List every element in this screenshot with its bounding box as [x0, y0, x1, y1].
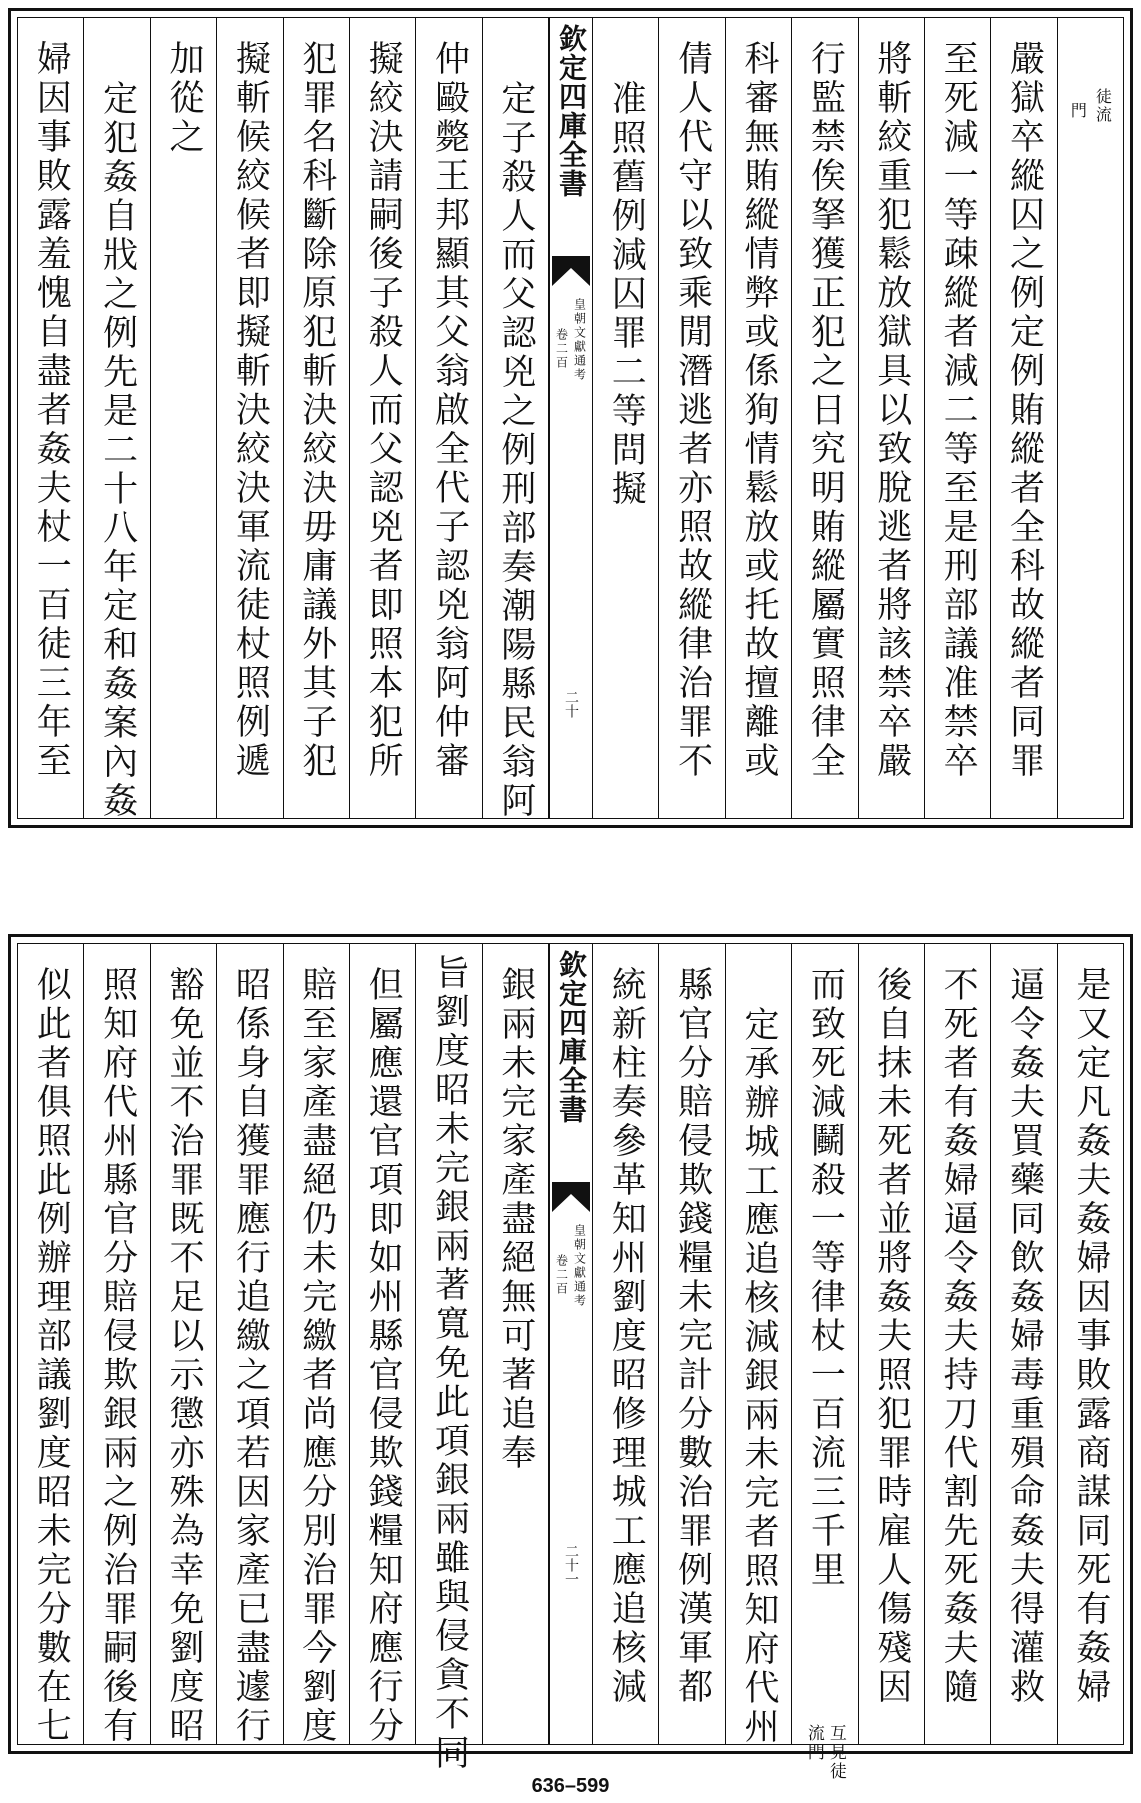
column-text: 賠至家產盡絕仍未完繳者尚應分別治罪今劉度: [296, 966, 337, 1746]
column-text: 縣官分賠侵欺錢糧未完計分數治罪例漢軍都: [672, 966, 713, 1707]
right-header-line-1: 徒流: [1093, 88, 1113, 124]
top-page-frame: [17, 17, 1124, 819]
column-text: 統新柱奏參革知州劉度昭修理城工應追核減: [606, 966, 647, 1707]
top-page: [8, 8, 1133, 828]
column-text: 加從之: [163, 40, 204, 157]
column-text: 定子殺人而父認兇之例刑部奏潮陽縣民翁阿: [495, 80, 536, 821]
text-column: [859, 18, 925, 818]
column-text: 定犯姦自戕之例先是二十八年定和姦案內姦: [97, 80, 138, 821]
text-column: [991, 944, 1057, 1744]
top-columns: [18, 18, 1123, 821]
sub-info: [554, 1224, 589, 1308]
text-column: [483, 944, 549, 1744]
column-text: 准照舊例減囚罪二等問擬: [606, 80, 647, 509]
bottom-page: [8, 934, 1133, 1781]
text-column: [84, 18, 150, 821]
text-column: [84, 944, 150, 1744]
text-column: [925, 944, 991, 1744]
text-column: [284, 944, 350, 1744]
text-column: [483, 18, 549, 821]
column-text: 旨劉度昭未完銀兩著寬免此項銀兩雖與侵貪不同: [429, 954, 470, 1773]
text-column: [792, 944, 858, 1781]
column-text: 至死減一等疎縱者減二等至是刑部議准禁卒: [938, 40, 979, 781]
column-text: 後自抹未死者並將姦夫照犯罪時雇人傷殘因: [871, 966, 912, 1707]
text-column: [726, 18, 792, 818]
bottom-columns: [18, 944, 1123, 1781]
column-text: 是又定凡姦夫姦婦因事敗露商謀同死有姦婦: [1070, 966, 1111, 1707]
fish-tail-mark-icon: [552, 1182, 590, 1212]
text-column: [659, 944, 725, 1744]
column-text: 仲毆斃王邦顯其父翁啟全代子認兇翁阿仲審: [429, 40, 470, 781]
text-column: [726, 944, 792, 1747]
folio-number: 二十一: [563, 1544, 579, 1586]
column-text: 逼令姦夫買藥同飲姦婦毒重殞命姦夫得灌救: [1004, 966, 1045, 1707]
text-column: [18, 944, 84, 1744]
text-column: [792, 18, 858, 818]
column-text: 昭係身自獲罪應行追繳之項若因家產已盡遽行: [230, 966, 271, 1746]
sub-title: 皇朝文獻通考: [572, 298, 587, 382]
right-header-line-2: 門: [1068, 102, 1088, 120]
column-text: 科審無賄縱情弊或係狥情鬆放或托故擅離或: [738, 40, 779, 781]
volume-label: 卷二百: [554, 328, 569, 370]
text-column: [217, 18, 283, 818]
text-column: [416, 944, 482, 1773]
tail-note-line-2: 流門: [803, 1724, 824, 1762]
column-text: 婦因事敗露羞愧自盡者姦夫杖一百徒三年至: [31, 40, 72, 781]
tail-note-line-1: 互見徒: [825, 1724, 846, 1781]
column-text: 豁免並不治罪既不足以示懲亦殊為幸免劉度昭: [163, 966, 204, 1746]
text-column: [1058, 944, 1123, 1744]
column-text: 而致死減鬭殺一等律杖一百流三千里: [805, 966, 846, 1590]
column-text: 銀兩未完家產盡絕無可著追奉: [495, 966, 536, 1473]
text-column: [350, 18, 416, 818]
text-column: [859, 944, 925, 1744]
text-column: [151, 18, 217, 818]
text-column: [151, 944, 217, 1744]
top-right-header: [1066, 88, 1114, 124]
column-text: 將斬絞重犯鬆放獄具以致脫逃者將該禁卒嚴: [871, 40, 912, 781]
banner-title: 欽定四庫全書: [555, 24, 588, 198]
text-column: [593, 18, 659, 818]
tail-note: [803, 1724, 847, 1781]
column-text: 擬斬候絞候者即擬斬決絞決軍流徒杖照例遞: [230, 40, 271, 781]
column-text: 定承辦城工應追核減銀兩未完者照知府代州: [738, 1006, 779, 1747]
column-text: 不死者有姦婦逼令姦夫持刀代割先死姦夫隨: [938, 966, 979, 1707]
text-column: [991, 18, 1057, 818]
sub-info: [554, 298, 589, 382]
page-number: 636–599: [531, 1775, 610, 1797]
fish-tail-mark-icon: [552, 256, 590, 286]
banner-title: 欽定四庫全書: [555, 950, 588, 1124]
text-column: [350, 944, 416, 1744]
column-text: 行監禁俟拏獲正犯之日究明賄縱屬實照律全: [805, 40, 846, 781]
folio-number: 二十: [563, 690, 579, 718]
text-column: [18, 18, 84, 818]
column-text: 擬絞決請嗣後子殺人而父認兇者即照本犯所: [363, 40, 404, 781]
column-text: 嚴獄卒縱囚之例定例賄縱者全科故縱者同罪: [1004, 40, 1045, 781]
center-banner-column: [549, 944, 593, 1744]
column-text: 照知府代州縣官分賠侵欺銀兩之例治罪嗣後有: [97, 966, 138, 1746]
text-column: [593, 944, 659, 1744]
center-banner-column: [549, 18, 593, 818]
column-text: 犯罪名科斷除原犯斬決絞決毋庸議外其子犯: [296, 40, 337, 781]
text-column: [284, 18, 350, 818]
text-column: [217, 944, 283, 1744]
text-column: [659, 18, 725, 818]
column-text: 似此者俱照此例辦理部議劉度昭未完分數在七: [31, 966, 72, 1746]
sub-title: 皇朝文獻通考: [572, 1224, 587, 1308]
text-column: [416, 18, 482, 818]
top-header-column: [1058, 18, 1123, 818]
column-text: 但屬應還官項即如州縣官侵欺錢糧知府應行分: [363, 966, 404, 1746]
bottom-page-frame: [17, 943, 1124, 1781]
volume-label: 卷二百: [554, 1254, 569, 1296]
column-text: 倩人代守以致乘閒潛逃者亦照故縱律治罪不: [672, 40, 713, 781]
text-column: [925, 18, 991, 818]
